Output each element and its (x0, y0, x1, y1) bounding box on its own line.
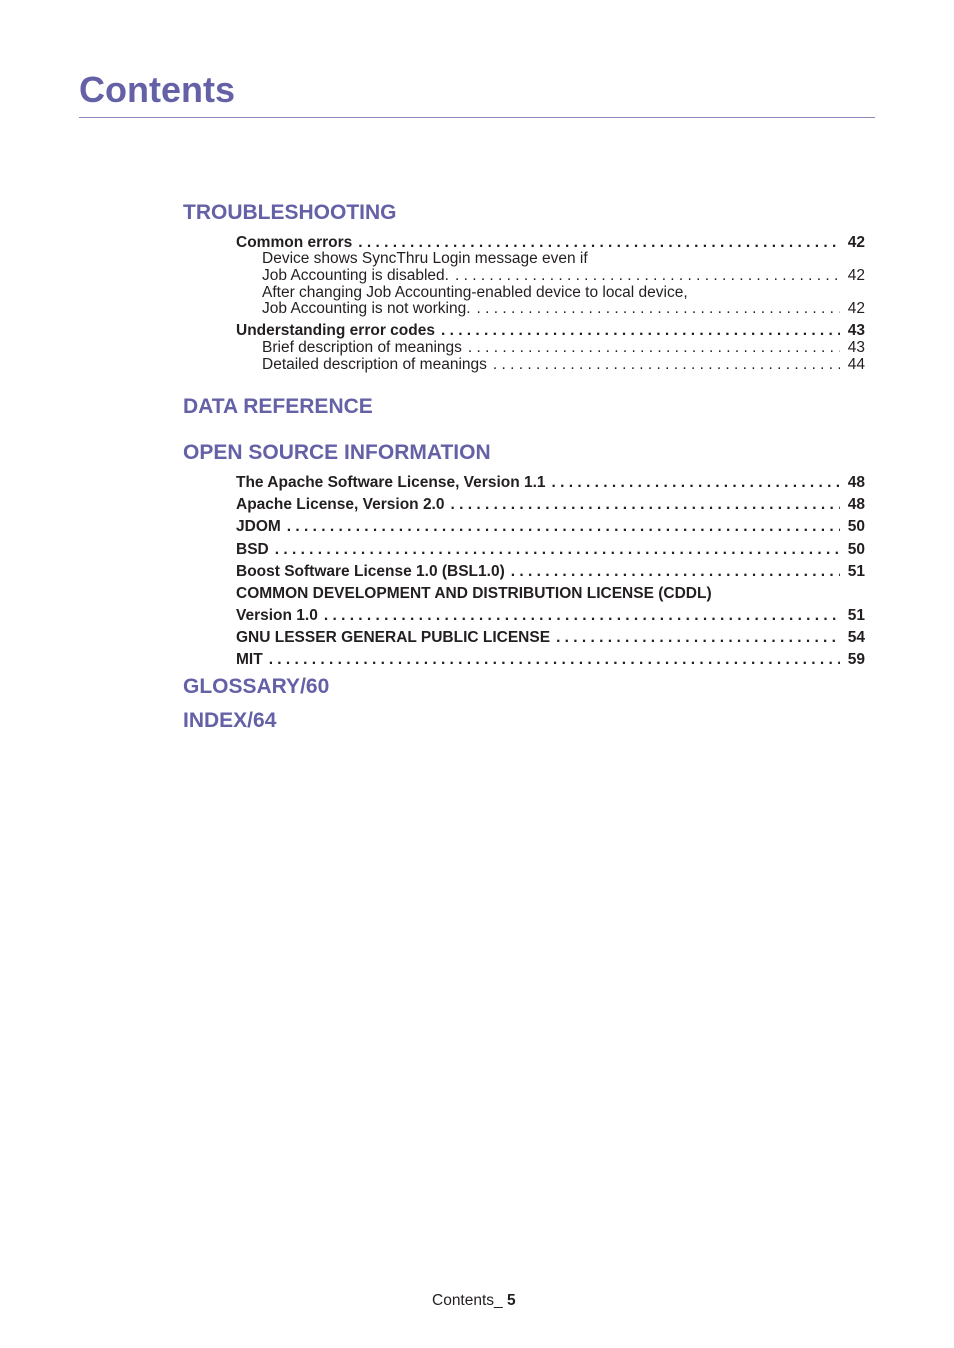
toc-entry-cddl-first-line[interactable]: COMMON DEVELOPMENT AND DISTRIBUTION LICENSE (CDDL) (236, 585, 712, 602)
dot-leader (324, 607, 840, 625)
toc-entry-label: JDOM (236, 518, 281, 535)
toc-entry-label: BSD (236, 541, 269, 558)
dot-leader (477, 300, 840, 318)
dot-leader (552, 474, 840, 492)
toc-entry-cddl[interactable] (236, 607, 865, 625)
toc-entry-understanding-error-codes[interactable] (236, 322, 865, 340)
toc-entry-label: Common errors (236, 234, 353, 251)
toc-entry-syncthru-login[interactable] (262, 267, 865, 285)
toc-entry-label: Apache License, Version 2.0 (236, 496, 445, 513)
toc-entry-page: 51 (847, 607, 865, 624)
toc-entry-local-device[interactable] (262, 300, 865, 318)
toc-entry-label: Understanding error codes (236, 322, 435, 339)
title-divider (79, 117, 875, 118)
toc-entry-label: The Apache Software License, Version 1.1 (236, 474, 546, 491)
toc-entry-label: Detailed description of meanings (262, 356, 487, 373)
dot-leader (287, 518, 840, 536)
page-footer (432, 1292, 516, 1310)
toc-entry-label: Brief description of meanings (262, 339, 462, 356)
section-open-source-information[interactable]: OPEN SOURCE INFORMATION (183, 441, 491, 464)
toc-entry-page: 42 (847, 300, 865, 317)
toc-entry-page: 51 (847, 563, 865, 580)
dot-leader (493, 356, 840, 374)
dot-leader (275, 541, 840, 559)
toc-entry-page: 59 (847, 651, 865, 668)
toc-entry-label: Boost Software License 1.0 (BSL1.0) (236, 563, 505, 580)
toc-entry-boost[interactable] (236, 563, 865, 581)
toc-entry-page: 50 (847, 518, 865, 535)
toc-entry-label: GNU LESSER GENERAL PUBLIC LICENSE (236, 629, 551, 646)
toc-entry-page: 44 (847, 356, 865, 373)
toc-entry-page: 43 (847, 339, 865, 356)
toc-entry-brief-description[interactable] (262, 339, 865, 357)
dot-leader (468, 339, 840, 357)
toc-entry-mit[interactable] (236, 651, 865, 669)
toc-entry-lgpl[interactable] (236, 629, 865, 647)
footer-page-number: 5 (506, 1292, 516, 1309)
section-troubleshooting[interactable]: TROUBLESHOOTING (183, 201, 397, 224)
page-title: Contents (79, 69, 235, 110)
toc-entry-page: 43 (847, 322, 865, 339)
toc-entry-page: 50 (847, 541, 865, 558)
dot-leader (451, 496, 840, 514)
toc-entry-jdom[interactable] (236, 518, 865, 536)
dot-leader (269, 651, 840, 669)
toc-entry-apache-1-1[interactable] (236, 474, 865, 492)
toc-entry-label: Version 1.0 (236, 607, 318, 624)
toc-entry-page: 48 (847, 496, 865, 513)
toc-entry-page: 48 (847, 474, 865, 491)
footer-label: Contents_ (432, 1292, 503, 1309)
dot-leader (455, 267, 840, 285)
dot-leader (511, 563, 840, 581)
toc-entry-detailed-description[interactable] (262, 356, 865, 374)
section-data-reference[interactable]: DATA REFERENCE (183, 395, 373, 418)
toc-entry-syncthru-first-line[interactable]: Device shows SyncThru Login message even if (262, 250, 588, 267)
toc-entry-bsd[interactable] (236, 541, 865, 559)
toc-entry-page: 54 (847, 629, 865, 646)
section-glossary[interactable]: GLOSSARY/60 (183, 675, 330, 698)
toc-entry-apache-2-0[interactable] (236, 496, 865, 514)
toc-entry-page: 42 (847, 267, 865, 284)
toc-entry-label: Job Accounting is not working. (262, 300, 471, 317)
toc-entry-label: Job Accounting is disabled. (262, 267, 449, 284)
dot-leader (441, 322, 840, 340)
dot-leader (556, 629, 840, 647)
section-index[interactable]: INDEX/64 (183, 709, 277, 732)
toc-entry-label: MIT (236, 651, 263, 668)
toc-entry-page: 42 (847, 234, 865, 251)
toc-entry-local-device-first-line[interactable]: After changing Job Accounting-enabled device to local device, (262, 284, 688, 301)
